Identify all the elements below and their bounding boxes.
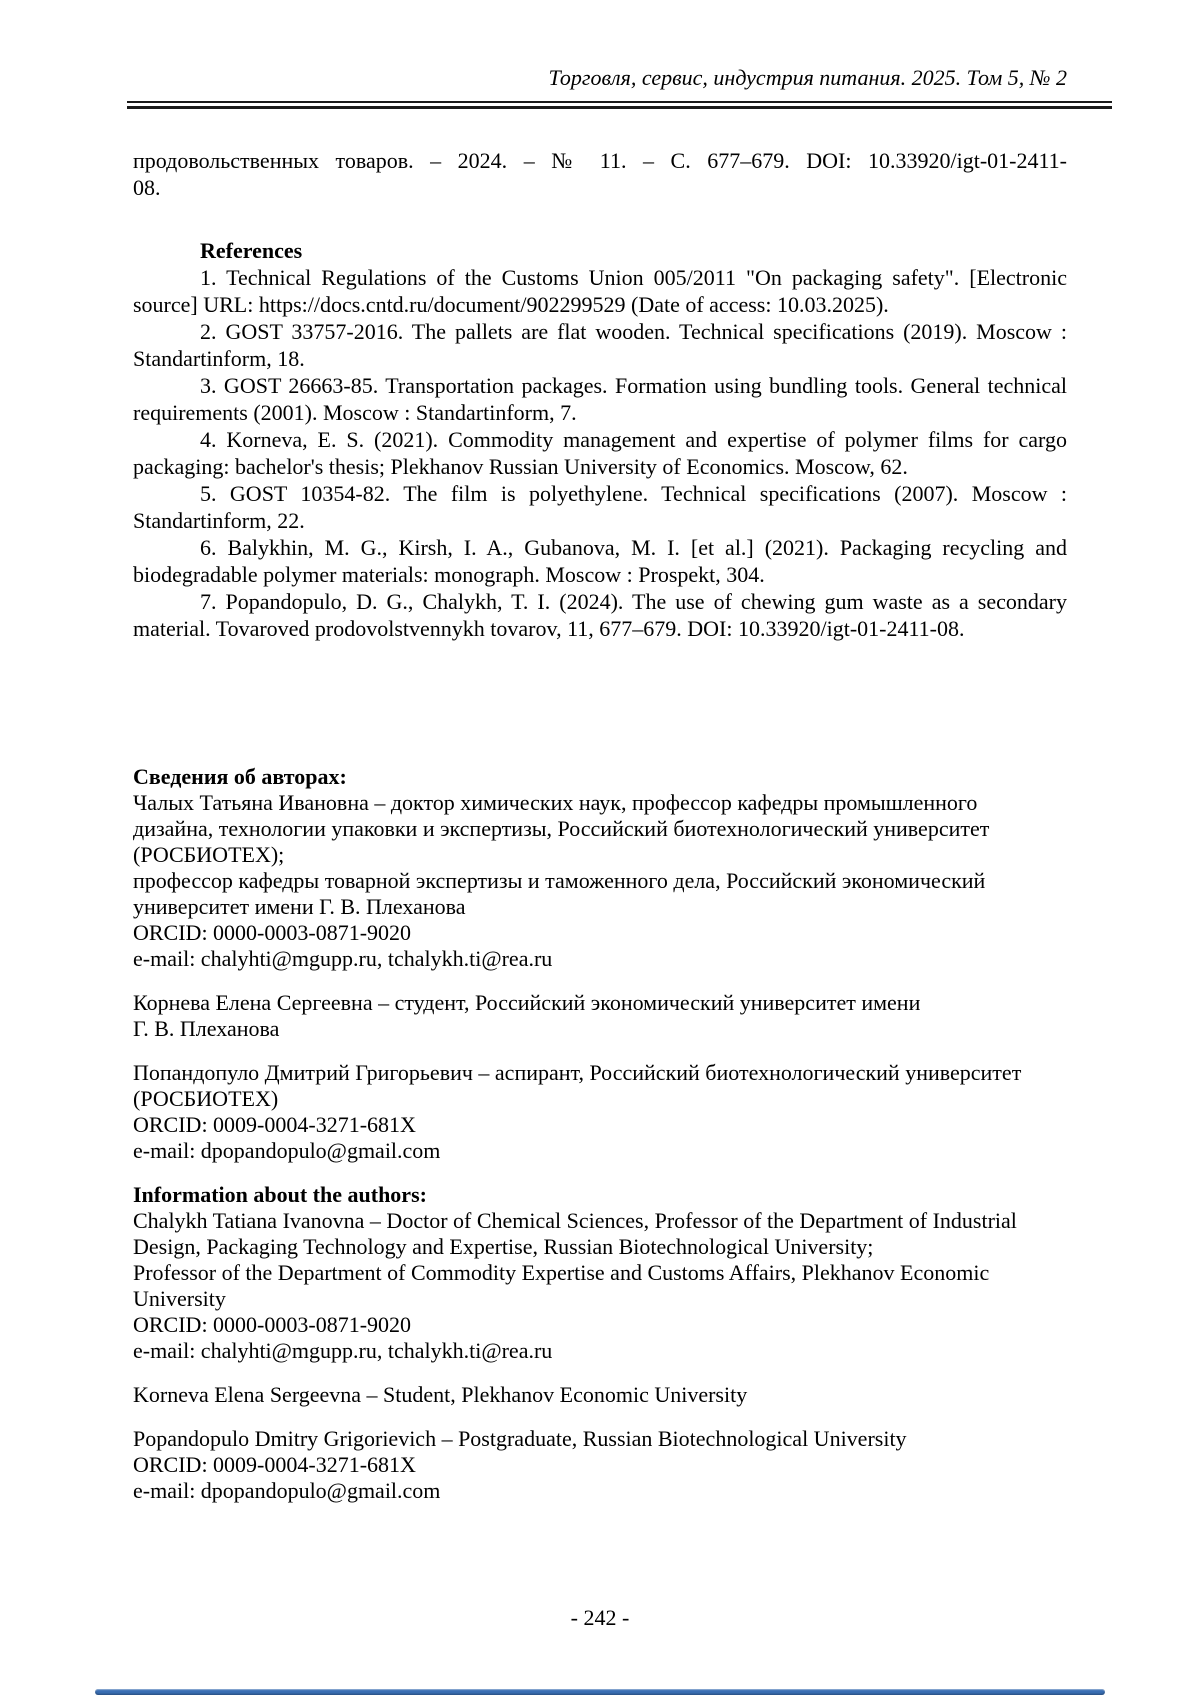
reference-item: 1. Technical Regulations of the Customs Union 005/2011 "On packaging safety". [Electronic source] URL: https://docs.cntd.ru/document/902299529 (Date of access: 10.03.2025).: [133, 265, 1067, 317]
footer-bar: [95, 1689, 1105, 1695]
author-block-popandopulo-ru: Попандопуло Дмитрий Григорьевич – аспирант, Российский биотехнологический университет (РОСБИОТЕХ) ORCID: 0009-0004-3271-681X e-mail: dpopandopulo@gmail.com: [133, 1060, 1022, 1163]
reference-item: 3. GOST 26663-85. Transportation packages. Formation using bundling tools. General technical requirements (2001). Moscow : Standartinform, 7.: [133, 373, 1067, 425]
authors-ru-section: [133, 764, 1090, 1164]
authors-en-section: [133, 1182, 1090, 1504]
header-rule: [127, 101, 1112, 109]
page-number: - 242 -: [570, 1605, 630, 1630]
authors-ru-heading: Сведения об авторах:: [133, 764, 347, 789]
author-block-korneva-ru: Корнева Елена Сергеевна – студент, Российский экономический университет имени Г. В. Плеханова: [133, 990, 921, 1041]
journal-header: Торговля, сервис, индустрия питания. 2025. Том 5, № 2: [548, 65, 1067, 90]
reference-item: 6. Balykhin, M. G., Kirsh, I. A., Gubanova, M. I. [et al.] (2021). Packaging recycling and biodegradable polymer materials: monograph. Moscow : Prospekt, 304.: [133, 535, 1067, 587]
intro-line: продовольственных товаров. – 2024. – № 11. – С. 677–679. DOI: 10.33920/igt-01-2411-: [133, 148, 1067, 173]
intro-line: 08.: [133, 175, 161, 200]
author-block-chalykh-en: Chalykh Tatiana Ivanovna – Doctor of Chemical Sciences, Professor of the Department of Industrial Design, Packaging Technology and Expertise, Russian Biotechnological University; Professor of the Department of Commodity Expertise and Customs Affairs, Plekhanov Economic University ORCID: 0000-0003-0871-9020 e-mail: chalyhti@mgupp.ru, tchalykh.ti@rea.ru: [133, 1208, 1017, 1363]
author-block-korneva-en: Korneva Elena Sergeevna – Student, Plekhanov Economic University: [133, 1382, 748, 1407]
intro-paragraph: [133, 147, 1067, 201]
reference-item: 5. GOST 10354-82. The film is polyethylene. Technical specifications (2007). Moscow : Standartinform, 22.: [133, 481, 1067, 533]
author-block-chalykh-ru: Чалых Татьяна Ивановна – доктор химических наук, профессор кафедры промышленного дизайна, технологии упаковки и экспертизы, Российский биотехнологический университет (РОСБИОТЕХ); профессор кафедры товарной экспертизы и таможенного дела, Российский экономический университет имени Г. В. Плеханова ORCID: 0000-0003-0871-9020 e-mail: chalyhti@mgupp.ru, tchalykh.ti@rea.ru: [133, 790, 990, 971]
reference-item: 2. GOST 33757-2016. The pallets are flat wooden. Technical specifications (2019). Moscow : Standartinform, 18.: [133, 319, 1067, 371]
references-heading: References: [200, 238, 303, 263]
reference-item: 7. Popandopulo, D. G., Chalykh, T. I. (2024). The use of chewing gum waste as a secondary material. Tovaroved prodovolstvennykh tovarov, 11, 677–679. DOI: 10.33920/igt-01-2411-08.: [133, 589, 1067, 641]
authors-en-heading: Information about the authors:: [133, 1182, 427, 1207]
author-block-popandopulo-en: Popandopulo Dmitry Grigorievich – Postgraduate, Russian Biotechnological University ORCID: 0009-0004-3271-681X e-mail: dpopandopulo@gmail.com: [133, 1426, 907, 1503]
reference-item: 4. Korneva, E. S. (2021). Commodity management and expertise of polymer films for cargo packaging: bachelor's thesis; Plekhanov Russian University of Economics. Moscow, 62.: [133, 427, 1067, 479]
